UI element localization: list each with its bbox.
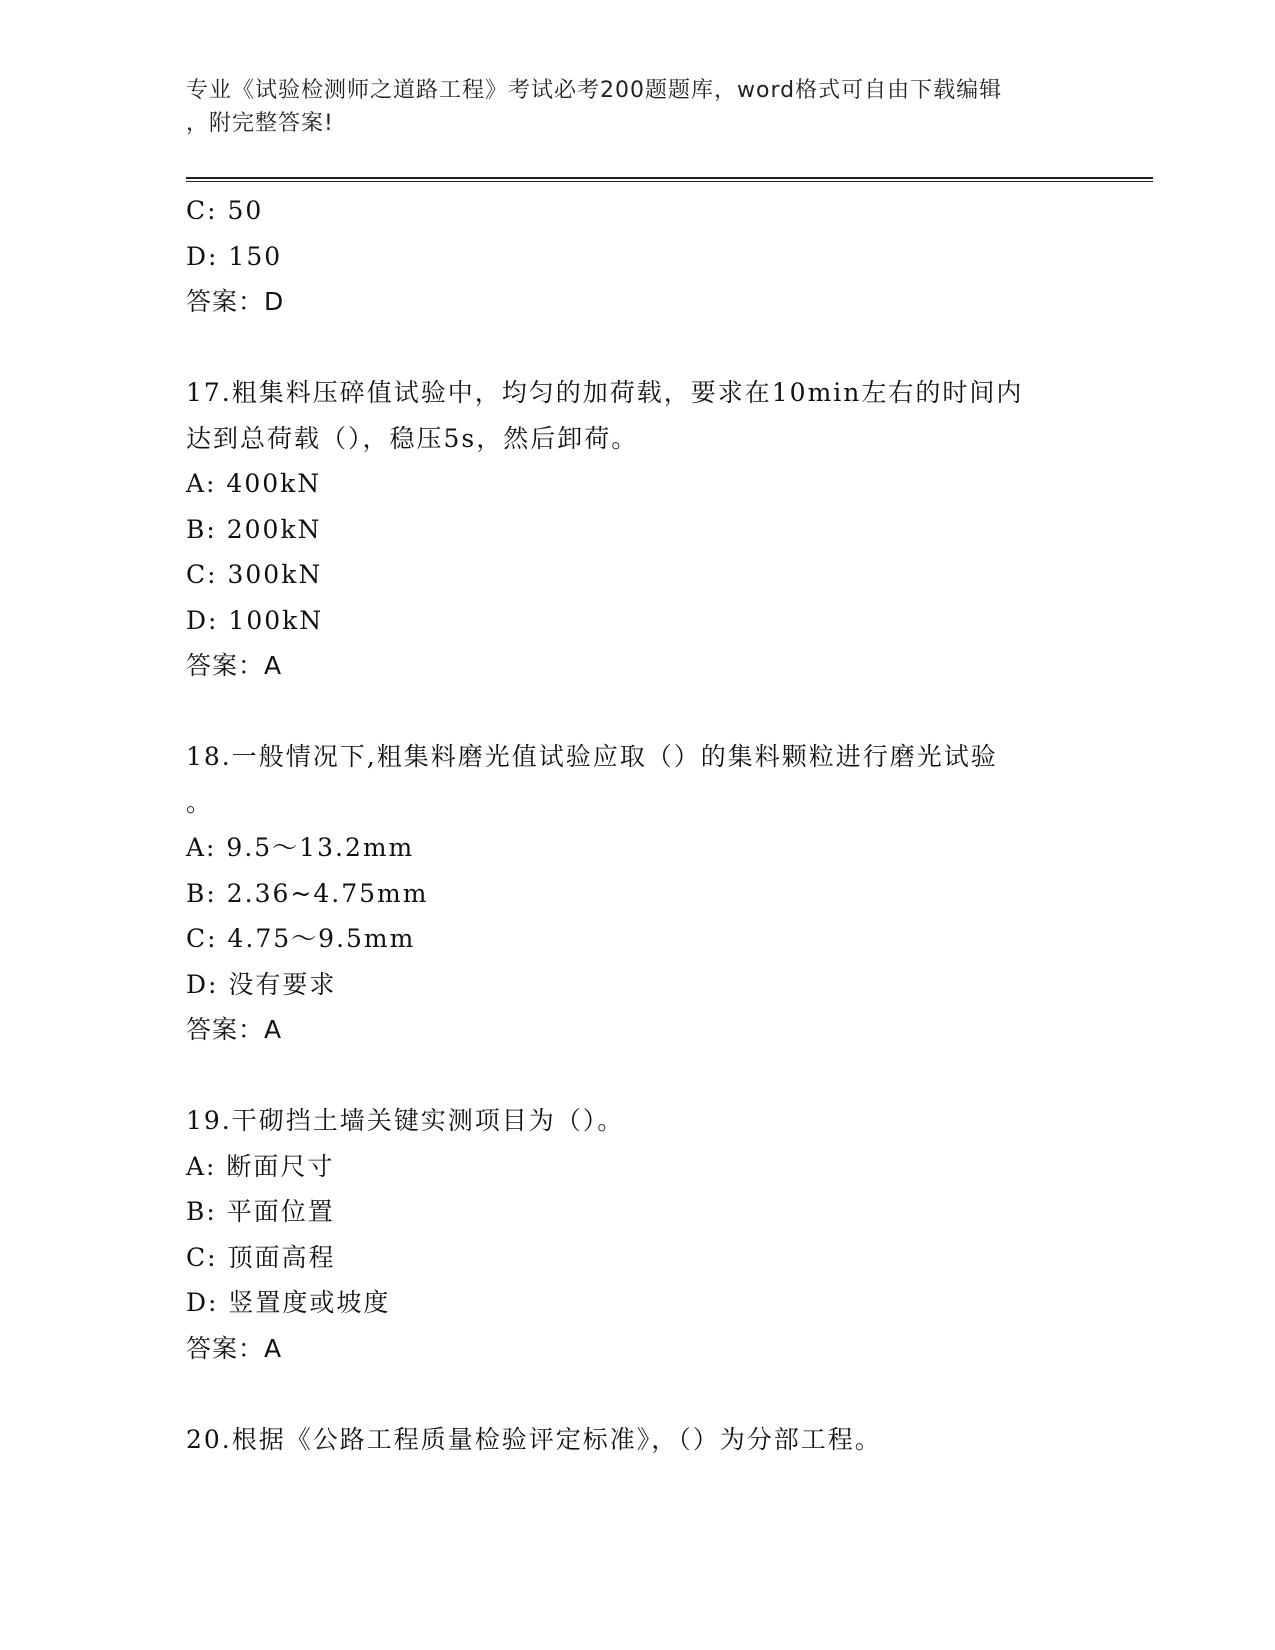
option-d: D: 150 — [186, 241, 283, 271]
option-b: B: 200kN — [186, 514, 322, 544]
option-a: A: 9.5～13.2mm — [186, 833, 415, 862]
document-header — [186, 74, 1066, 140]
question-18-stem-cont: 。 — [186, 787, 214, 817]
header-divider — [186, 177, 1153, 179]
question-17-stem-cont: 达到总荷载（），稳压5s，然后卸荷。 — [186, 423, 639, 453]
header-title-line2: ，附完整答案! — [186, 111, 334, 136]
option-b: B: 平面位置 — [186, 1197, 335, 1226]
option-c: C: 顶面高程 — [186, 1242, 336, 1272]
option-b: B: 2.36~4.75mm — [186, 878, 429, 908]
option-d: D: 竖置度或坡度 — [186, 1288, 391, 1317]
option-c: C: 50 — [186, 196, 264, 225]
option-a: A: 400kN — [186, 469, 322, 498]
answer: 答案：A — [186, 1015, 283, 1044]
question-18-stem: 18.一般情况下,粗集料磨光值试验应取（）的集料颗粒进行磨光试验 — [186, 742, 998, 771]
option-d: D: 100kN — [186, 605, 324, 635]
question-17-stem: 17.粗集料压碎值试验中，均匀的加荷载，要求在10min左右的时间内 — [186, 378, 1024, 407]
answer: 答案：A — [186, 1333, 283, 1363]
header-divider-thin — [186, 181, 1153, 182]
answer: 答案：A — [186, 651, 283, 680]
question-19-stem: 19.干砌挡土墙关键实测项目为（）。 — [186, 1106, 625, 1135]
answer: 答案：D — [186, 287, 285, 316]
option-d: D: 没有要求 — [186, 969, 337, 999]
option-c: C: 4.75～9.5mm — [186, 924, 416, 953]
option-a: A: 断面尺寸 — [186, 1151, 335, 1181]
option-c: C: 300kN — [186, 560, 323, 589]
document-body — [186, 188, 1086, 1462]
header-title-line1: 专业《试验检测师之道路工程》考试必考200题题库，word格式可自由下载编辑 — [186, 78, 1003, 103]
question-20-stem: 20.根据《公路工程质量检验评定标准》，（）为分部工程。 — [186, 1424, 882, 1454]
